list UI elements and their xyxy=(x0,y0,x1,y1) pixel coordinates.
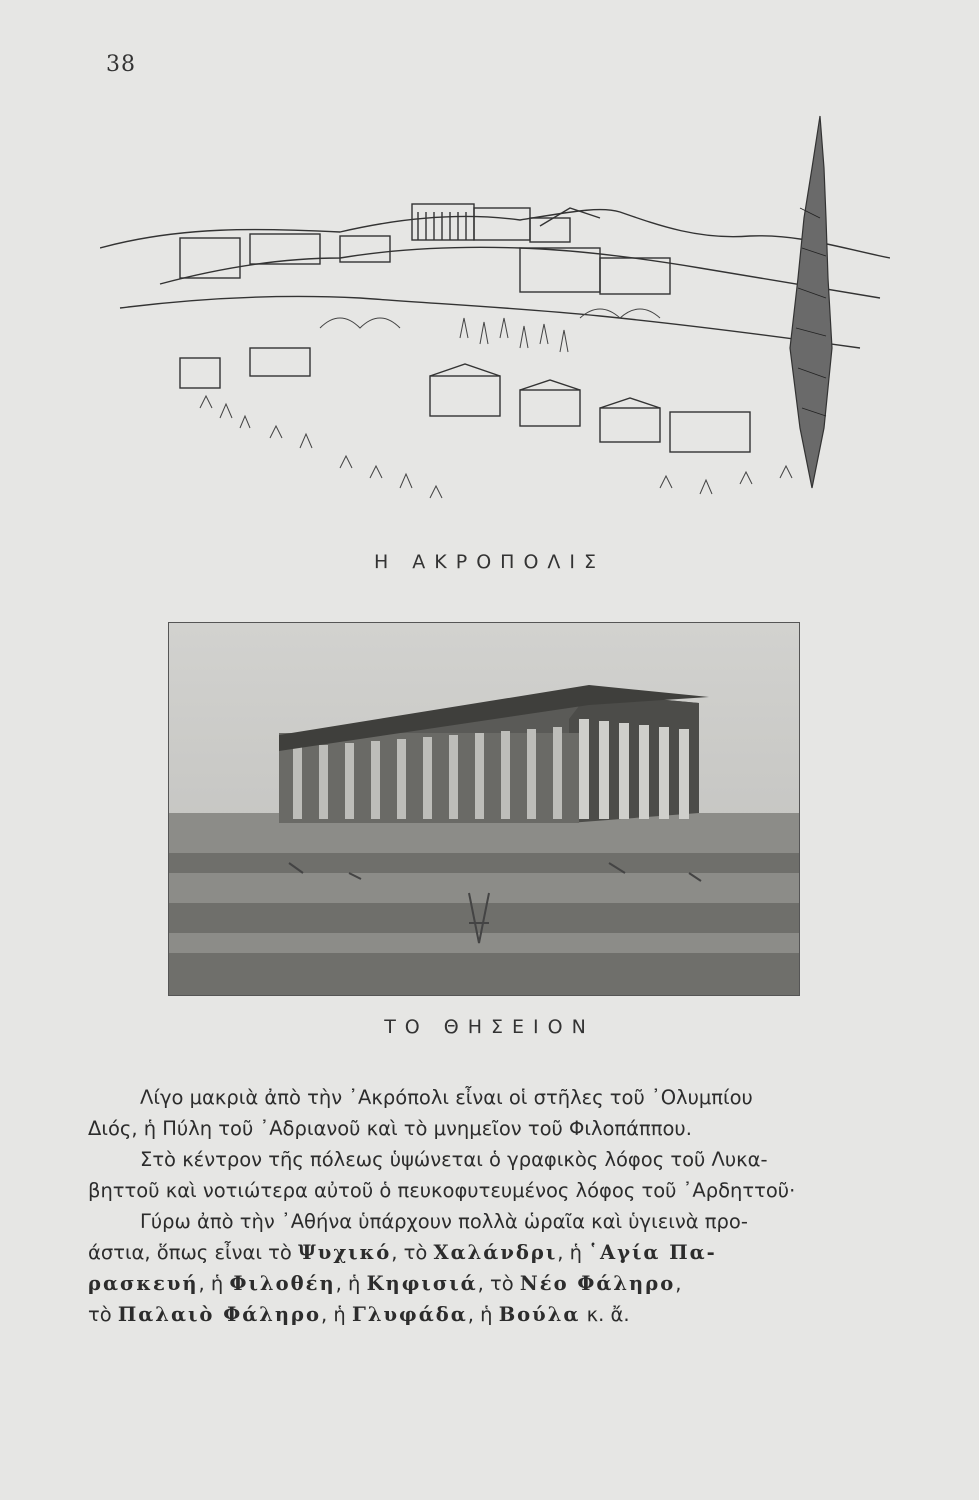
text-fragment: άστια, ὅπως εἶναι τὸ xyxy=(88,1241,298,1264)
paragraph-3-line-1: Γύρω ἀπὸ τὴν ᾿Αθήνα ὑπάρχουν πολλὰ ὡραῖα καὶ ὑγιεινὰ προ- xyxy=(140,1210,748,1233)
paragraph-1-line-1: Λίγο μακριὰ ἀπὸ τὴν ᾿Ακρόπολι εἶναι οἱ στῆλες τοῦ ᾿Ολυμπίου xyxy=(140,1086,753,1109)
paragraph-3-line-4 xyxy=(88,1299,878,1330)
text-fragment: , ἡ xyxy=(467,1303,499,1326)
paragraph-2-line-2: βηττοῦ καὶ νοτιώτερα αὐτοῦ ὁ πευκοφυτευμένος λόφος τοῦ ᾿Αρδηττοῦ· xyxy=(88,1179,796,1202)
place-agia-paraskevi-end: ρασκευή xyxy=(88,1272,199,1295)
place-agia-paraskevi: ῾Αγία Πα- xyxy=(588,1241,717,1264)
text-fragment: , xyxy=(675,1272,682,1295)
place-glyfada: Γλυφάδα xyxy=(352,1303,468,1326)
text-fragment: τὸ xyxy=(88,1303,118,1326)
place-kifisia: Κηφισιά xyxy=(366,1272,478,1295)
paragraph-3-line-3 xyxy=(88,1268,878,1299)
paragraph-1-line-2: Διός, ἡ Πύλη τοῦ ᾿Αδριανοῦ καὶ τὸ μνημεῖον τοῦ Φιλοπάππου. xyxy=(88,1117,692,1140)
text-fragment: , ἡ xyxy=(335,1272,367,1295)
acropolis-illustration xyxy=(100,108,890,528)
paragraph-2-line-1: Στὸ κέντρον τῆς πόλεως ὑψώνεται ὁ γραφικὸς λόφος τοῦ Λυκα- xyxy=(140,1148,768,1171)
caption-acropolis: Η ΑΚΡΟΠΟΛΙΣ xyxy=(373,551,606,573)
text-fragment: , τὸ xyxy=(477,1272,520,1295)
text-fragment: , ἡ xyxy=(321,1303,352,1326)
page-number: 38 xyxy=(106,52,136,77)
text-fragment: , ἡ xyxy=(198,1272,230,1295)
theseion-photo xyxy=(168,622,800,996)
place-filothei: Φιλοθέη xyxy=(229,1272,336,1295)
place-chalandri: Χαλάνδρι xyxy=(433,1241,558,1264)
paragraph-3-line-2 xyxy=(88,1237,878,1268)
place-palaio-faliro: Παλαιὸ Φάληρο xyxy=(117,1303,322,1326)
text-fragment: , ἡ xyxy=(557,1241,589,1264)
place-voula: Βούλα xyxy=(498,1303,581,1326)
body-text xyxy=(88,1082,878,1330)
place-psychiko: Ψυχικό xyxy=(298,1241,392,1264)
place-neo-faliro: Νέο Φάληρο xyxy=(519,1272,676,1295)
text-fragment: , τὸ xyxy=(391,1241,434,1264)
caption-theseion: ΤΟ ΘΗΣΕΙΟΝ xyxy=(384,1016,595,1038)
text-fragment: κ. ἄ. xyxy=(580,1303,630,1326)
